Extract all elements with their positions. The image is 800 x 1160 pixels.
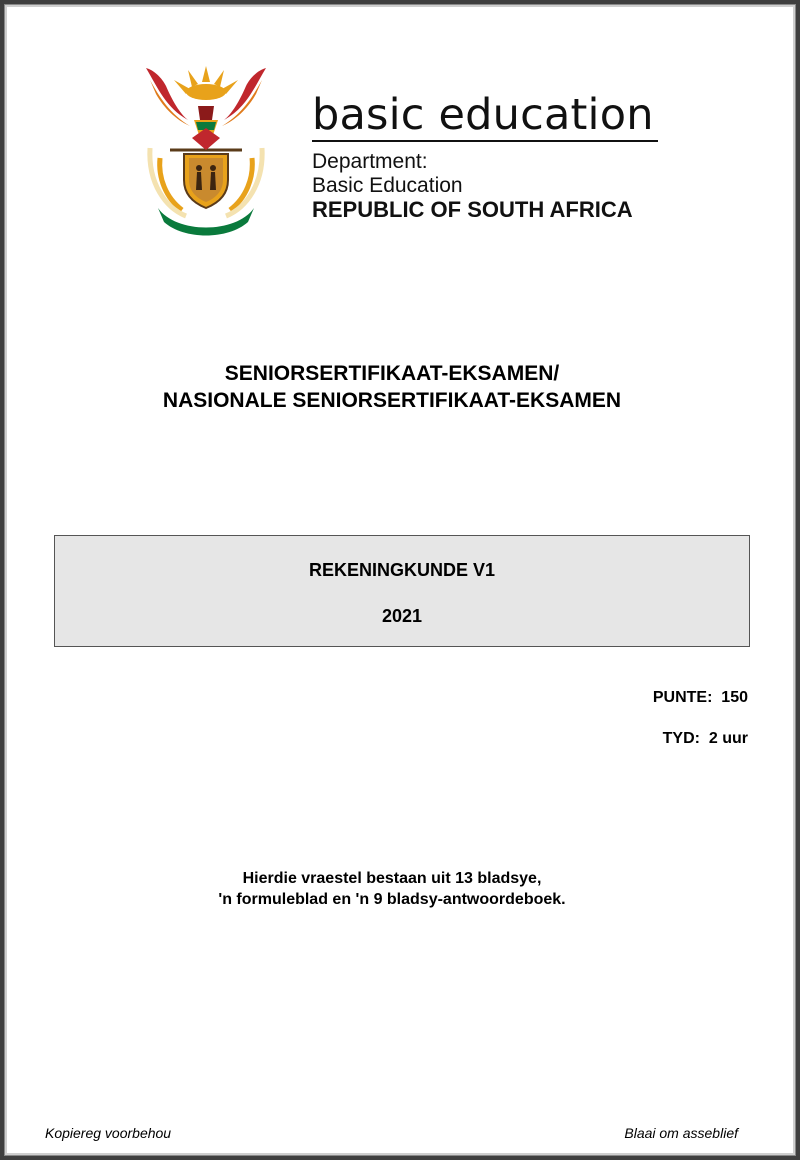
exam-time: TYD: 2 uur bbox=[662, 730, 748, 747]
subject-name: REKENINGKUNDE V1 bbox=[308, 560, 496, 580]
page-count-note-line-2: 'n formuleblad en 'n 9 bladsy-antwoordeboek. bbox=[218, 891, 566, 908]
country-name: REPUBLIC OF SOUTH AFRICA bbox=[312, 197, 633, 222]
department-name: Basic Education bbox=[312, 174, 463, 197]
brand-title: basic education bbox=[312, 90, 654, 140]
footer-turn-over: Blaai om asseblief bbox=[624, 1125, 738, 1141]
subject-year: 2021 bbox=[381, 606, 423, 626]
exam-title-line-2: NASIONALE SENIORSERTIFIKAAT-EKSAMEN bbox=[162, 389, 622, 412]
exam-title-line-1: SENIORSERTIFIKAAT-EKSAMEN/ bbox=[224, 362, 560, 385]
page-count-note-line-1: Hierdie vraestel bestaan uit 13 bladsye, bbox=[242, 870, 542, 887]
department-label: Department: bbox=[312, 150, 428, 173]
exam-marks: PUNTE: 150 bbox=[652, 689, 748, 706]
footer-copyright: Kopiereg voorbehou bbox=[45, 1125, 172, 1141]
